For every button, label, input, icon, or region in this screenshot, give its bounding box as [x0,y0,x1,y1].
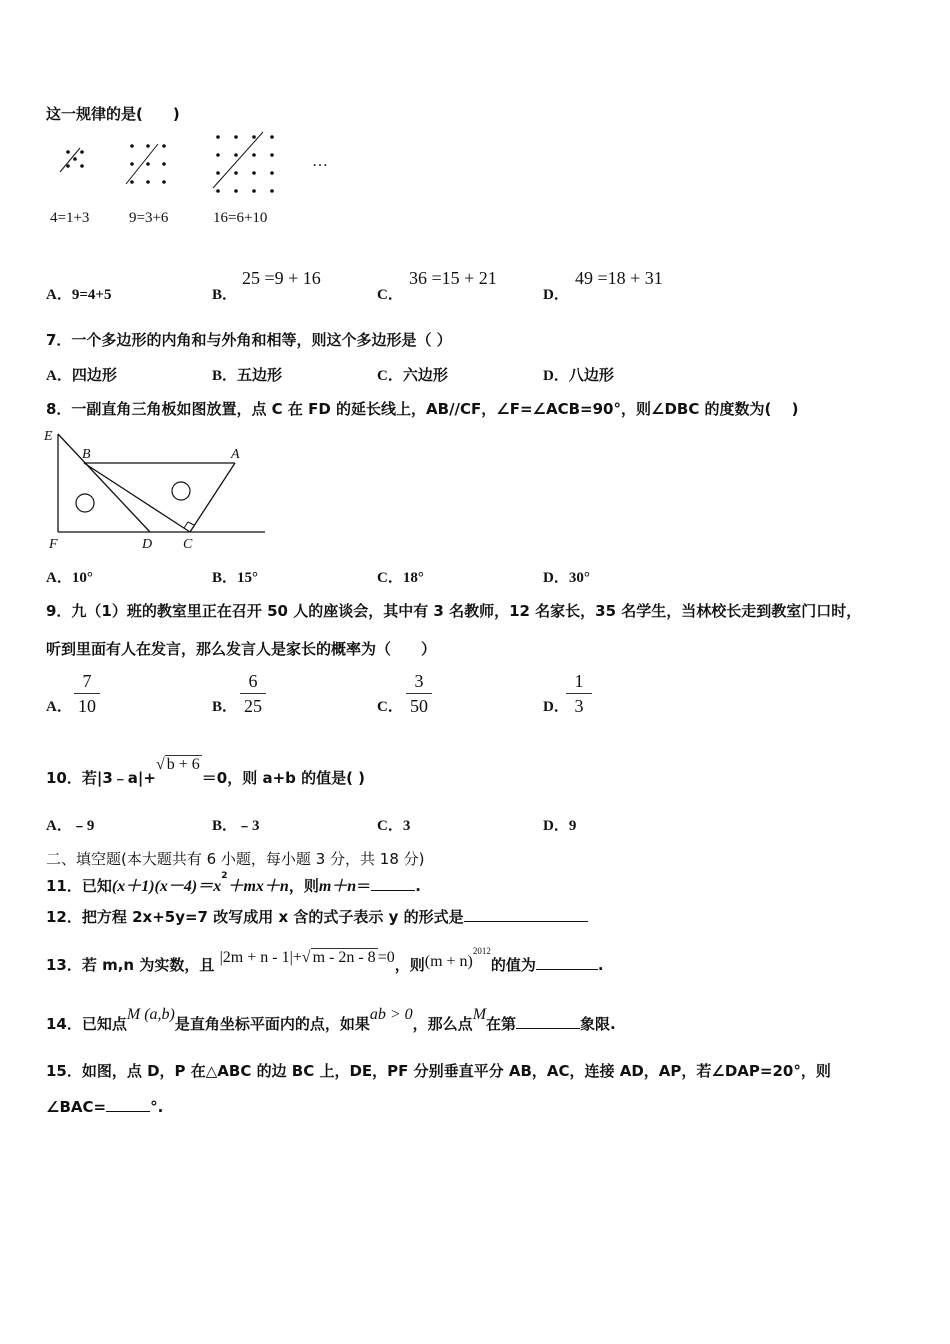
q8-stem: 8．一副直角三角板如图放置，点 C 在 FD 的延长线上，AB//CF，∠F=∠ACB=90°，则∠DBC 的度数为( ) [46,400,799,418]
q8-triangle-figure [40,426,270,552]
q7-option-c[interactable]: C．六边形 [377,366,448,384]
q9-stem-line1: 9．九（1）班的教室里正在召开 50 人的座谈会，其中有 3 名教师，12 名家长，35 名学生，当林校长走到教室门口时， [46,602,862,620]
q14-stem: 14．已知点M (a,b)是直角坐标平面内的点，如果ab > 0，那么点M在第 象限. [46,1006,616,1033]
ellipsis: … [312,153,328,170]
dot-pattern-figure [50,128,340,203]
q6-option-d-text: 49 =18 + 31 [575,268,663,288]
q6-option-c-text: 36 =15 + 21 [409,268,497,288]
q9-fraction-d: 1 3 [564,670,594,717]
q7-stem: 7．一个多边形的内角和与外角和相等，则这个多边形是（ ） [46,331,452,349]
q10-option-a[interactable]: A．﹣9 [46,818,95,834]
label-c: C [183,537,193,552]
q6-stem: 这一规律的是( ) [46,105,180,123]
label-b: B [82,447,91,462]
dot-pattern-3 [213,132,274,193]
q6-option-d[interactable]: D． [543,287,569,303]
pattern-caption-2: 9=3+6 [129,210,169,226]
label-e: E [44,429,53,444]
q8-option-b[interactable]: B．15° [212,570,259,586]
q10-option-b[interactable]: B．﹣3 [212,818,260,834]
q11-stem: 11．已知$(x+1)(x-4)=x^2+mx+n$，则m＋n＝ . [46,871,421,895]
q6-option-a[interactable]: A．9=4+5 [46,287,112,303]
label-d: D [142,537,153,552]
q9-fraction-c: 3 50 [404,670,434,717]
q10-option-d[interactable]: D．9 [543,818,577,834]
dot-pattern-2 [126,144,166,184]
q15-line1: 15．如图，点 D，P 在△ABC 的边 BC 上，DE，PF 分别垂直平分 AB，AC，连接 AD，AP，若∠DAP=20°，则 [46,1062,831,1080]
q7-option-a[interactable]: A．四边形 [46,366,117,384]
q9-stem-line2: 听到里面有人在发言，那么发言人是家长的概率为（ ） [46,640,437,658]
pattern-caption-3: 16=6+10 [213,210,268,226]
q13-stem: 13．若 m,n 为实数，且 |2m + n - 1|+√ m - 2n - 8 =0，则$(m + n)^{2012}$的值为 . [46,946,604,974]
section-2-heading: 二、填空题(本大题共有 6 小题，每小题 3 分，共 18 分) [46,850,425,868]
q9-option-c[interactable]: C． [377,699,403,715]
q9-option-d[interactable]: D． [543,699,569,715]
label-a: A [231,447,240,462]
q9-fraction-a: 7 10 [72,670,102,717]
dot-pattern-1 [60,148,84,172]
q9-fraction-b: 6 25 [238,670,268,717]
q9-option-b[interactable]: B． [212,699,238,715]
q7-option-b[interactable]: B．五边形 [212,366,283,384]
q6-option-b[interactable]: B． [212,287,238,303]
q9-option-a[interactable]: A． [46,699,72,715]
q10-stem: 10．若|3﹣a|+√ b + 6＝0，则 a+b 的值是( ) [46,756,366,787]
q10-option-c[interactable]: C．3 [377,818,411,834]
q6-option-b-text: 25 =9 + 16 [242,268,321,288]
label-f: F [49,537,58,552]
q8-option-c[interactable]: C．18° [377,570,424,586]
q8-option-d[interactable]: D．30° [543,570,590,586]
pattern-caption-1: 4=1+3 [50,210,90,226]
q15-line2: ∠BAC= °. [46,1098,164,1116]
q6-option-c[interactable]: C． [377,287,403,303]
q8-option-a[interactable]: A．10° [46,570,93,586]
q12-stem: 12．把方程 2x+5y=7 改写成用 x 含的式子表示 y 的形式是 [46,906,588,927]
q7-option-d[interactable]: D．八边形 [543,366,614,384]
